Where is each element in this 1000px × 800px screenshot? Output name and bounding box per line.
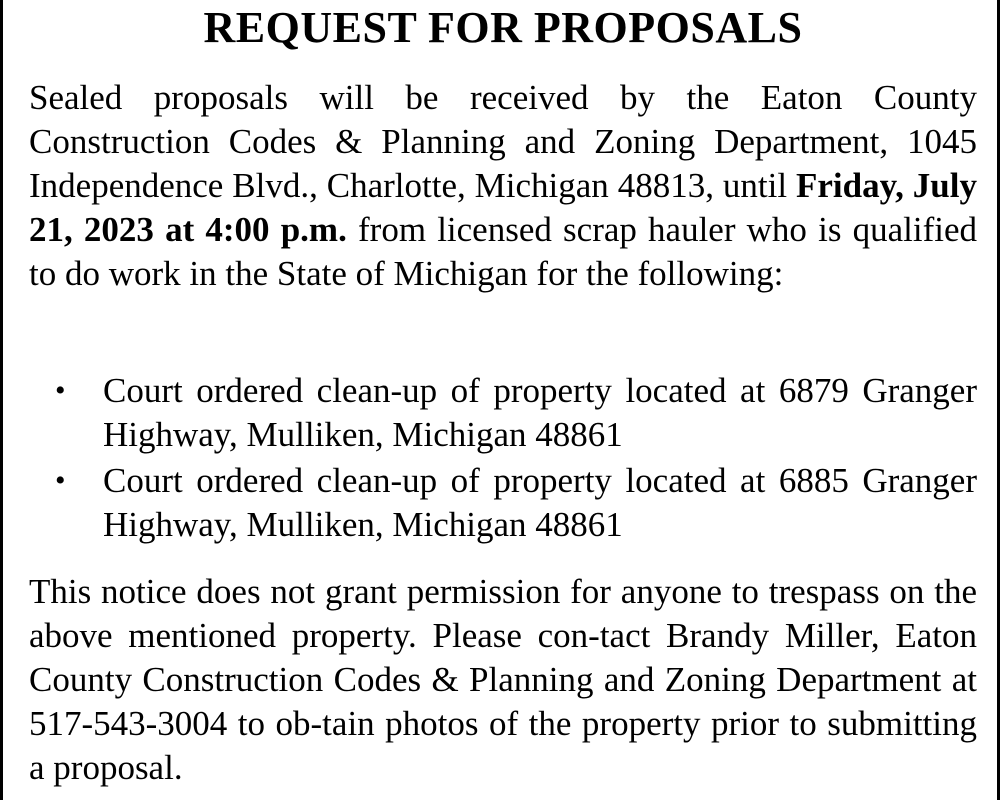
intro-text-before: Sealed proposals will be received by the Eaton County Construction Codes & Planning and Zoning Department, 1045 Independence Blvd., Charlotte, Michigan 48813, until	[29, 78, 977, 205]
closing-paragraph: This notice does not grant permission for anyone to trespass on the above mentioned property. Please con-tact Brandy Miller, Eaton County Construction Codes & Planning and Zoning Department at 517-543-3004 to ob-tain photos of the property prior to submitting a proposal.	[29, 572, 977, 787]
deadline-text: Friday, July 21, 2023 at 4:00 p.m.	[29, 166, 977, 249]
intro-paragraph	[29, 76, 977, 296]
list-item	[29, 459, 977, 547]
property-list	[29, 369, 977, 547]
notice-title: REQUEST FOR PROPOSALS	[203, 3, 803, 52]
list-item-text: Court ordered clean-up of property located at 6879 Granger Highway, Mulliken, Michigan 48861	[103, 371, 977, 454]
list-item	[29, 369, 977, 457]
bullet-icon: •	[55, 464, 66, 497]
intro-text-after: from licensed scrap hauler who is qualified to do work in the State of Michigan for the following:	[29, 210, 977, 293]
bullet-icon: •	[55, 374, 66, 407]
list-item-text: Court ordered clean-up of property located at 6885 Granger Highway, Mulliken, Michigan 48861	[103, 461, 977, 544]
